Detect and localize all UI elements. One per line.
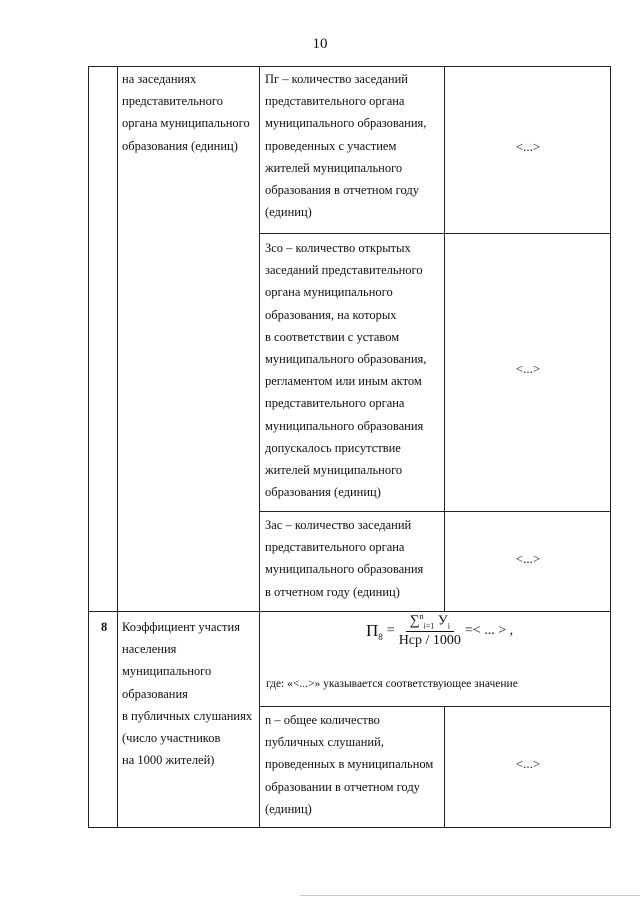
text-line: образования — [122, 686, 188, 701]
formula-fraction — [399, 612, 461, 649]
formula-lhs: П — [366, 620, 379, 640]
formula-lhs-subscript: 8 — [378, 631, 383, 642]
text-line: муниципального образования, — [265, 116, 427, 131]
table-row-divider — [88, 611, 611, 612]
variable-description-n — [265, 709, 433, 820]
text-line: публичных слушаний, — [265, 735, 384, 750]
text-line: представительного — [122, 94, 223, 109]
text-line: в публичных слушаниях — [122, 708, 253, 723]
equals-sign: = — [386, 622, 395, 638]
text-line: образования (единиц) — [122, 138, 238, 153]
sum-upper-limit: n — [419, 612, 424, 621]
text-line: органа муниципального — [265, 285, 393, 300]
text-line: муниципального образования — [265, 418, 424, 433]
text-line: муниципального — [122, 664, 212, 679]
text-line: заседаний представительного — [265, 263, 423, 278]
numerator-variable: У — [437, 613, 448, 629]
text-line: представительного органа — [265, 94, 405, 109]
text-line: n – общее количество — [265, 713, 380, 727]
text-line: образования в отчетном году — [265, 183, 419, 198]
text-line: образования, на которых — [265, 307, 397, 322]
formula-result: =< ... > , — [464, 622, 514, 638]
text-line: регламентом или иным актом — [265, 374, 422, 389]
text-line: проведенных в муниципальном — [265, 757, 434, 772]
text-line: (единиц) — [265, 801, 312, 816]
formula-numerator — [406, 612, 454, 632]
variable-description-pg — [265, 68, 426, 223]
sum-symbol: ∑ — [409, 613, 420, 629]
text-line: на 1000 жителей) — [122, 753, 215, 768]
indicator-name-participation-coefficient — [122, 616, 252, 771]
text-line: проведенных с участием — [265, 138, 397, 153]
value-placeholder: <...> — [515, 756, 541, 771]
text-line: Пг – количество заседаний — [265, 72, 408, 86]
participation-formula — [366, 612, 513, 649]
text-line: жителей муниципального — [265, 160, 403, 175]
text-line: на заседаниях — [122, 72, 197, 86]
text-line: (число участников — [122, 731, 221, 746]
indicator-name-continued — [122, 68, 250, 157]
variable-description-zso — [265, 237, 426, 503]
scan-edge-line — [300, 895, 640, 896]
text-line: образовании в отчетном году — [265, 779, 420, 794]
row-number: 8 — [101, 620, 108, 634]
text-line: допускалось присутствие — [265, 440, 401, 455]
text-line: Коэффициент участия — [122, 620, 240, 634]
page-number: 10 — [312, 36, 328, 52]
text-line: жителей муниципального — [265, 463, 403, 478]
text-line: органа муниципального — [122, 116, 250, 131]
text-line: представительного органа — [265, 540, 405, 555]
table-column-divider — [117, 66, 118, 828]
text-line: образования (единиц) — [265, 485, 381, 500]
text-line: в отчетном году (единиц) — [265, 584, 400, 599]
formula-denominator: Нср / 1000 — [398, 633, 461, 649]
value-placeholder: <...> — [515, 139, 541, 154]
value-placeholder: <...> — [515, 551, 541, 566]
table-row-divider — [259, 511, 611, 512]
text-line: муниципального образования, — [265, 352, 427, 367]
table-row-divider — [259, 706, 611, 707]
variable-description-zas — [265, 514, 423, 603]
text-line: Зас – количество заседаний — [265, 518, 412, 532]
table-row-divider — [259, 233, 611, 234]
table-column-divider — [259, 66, 260, 828]
text-line: в соответствии с уставом — [265, 329, 400, 344]
numerator-subscript: i — [447, 621, 450, 631]
sum-lower-limit: i=1 — [423, 621, 435, 631]
text-line: муниципального образования — [265, 562, 424, 577]
text-line: Зсо – количество открытых — [265, 241, 411, 255]
text-line: (единиц) — [265, 205, 312, 220]
value-placeholder: <...> — [515, 361, 541, 376]
text-line: представительного органа — [265, 396, 405, 411]
formula-note: где: «<...>» указывается соответствующее значение — [266, 678, 518, 690]
text-line: населения — [122, 642, 177, 657]
